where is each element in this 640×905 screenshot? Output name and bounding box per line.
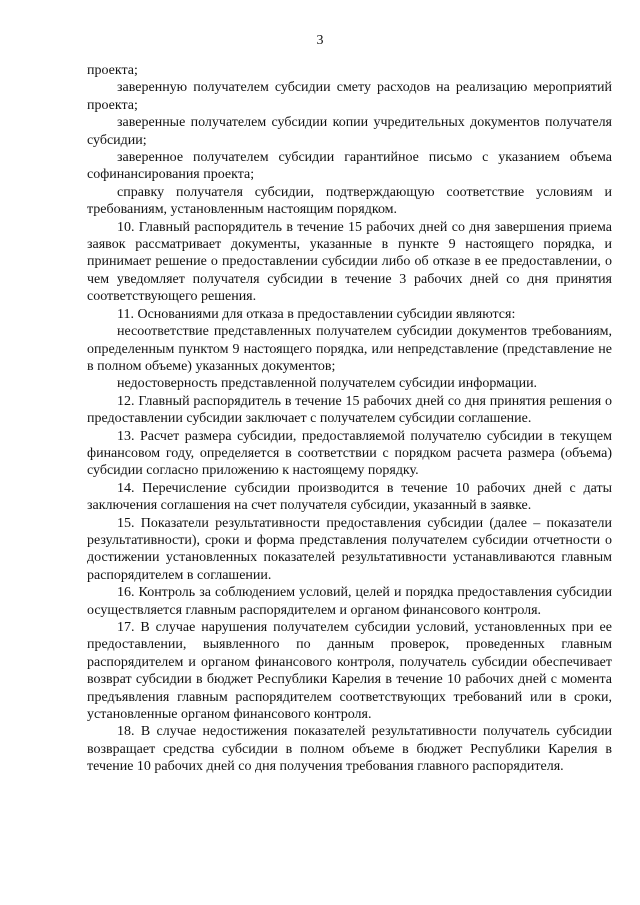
list-item-compliance-certificate: справку получателя субсидии, подтверждающую соответствие условиям и требованиям, установленным настоящим порядком. [87, 184, 612, 218]
list-item-founding-documents: заверенные получателем субсидии копии учредительных документов получателя субсидии; [87, 115, 612, 148]
list-item-budget-estimate: заверенную получателем субсидии смету расходов на реализацию мероприятий проекта; [87, 80, 612, 113]
clause-15: 15. Показатели результативности предоставления субсидии (далее – показатели результативности), сроки и форма представления получателем субсидии отчетности о достижении установленных показателей результативности устанавливаются главным распорядителем в соглашении. [87, 515, 612, 583]
clause-14: 14. Перечисление субсидии производится в течение 10 рабочих дней с даты заключения соглашения на счет получателя субсидии, указанный в заявке. [87, 480, 612, 514]
clause-11-item-inaccuracy: недостоверность представленной получателем субсидии информации. [117, 376, 538, 392]
page-number: 3 [316, 33, 324, 48]
clause-18: 18. В случае недостижения показателей результативности получатель субсидии возвращает средства субсидии в полном объеме в бюджет Республики Карелия в течение 10 рабочих дней со дня получения требования главного распорядителя. [87, 724, 612, 775]
list-item-guarantee-letter: заверенное получателем субсидии гарантийное письмо с указанием объема софинансирования проекта; [87, 150, 612, 183]
clause-13: 13. Расчет размера субсидии, предоставляемой получателю субсидии в текущем финансовом году, определяется в соответствии с порядком расчета размера (объема) субсидии согласно приложению к настоящему порядку. [87, 428, 612, 479]
document-body [87, 62, 612, 776]
clause-11-item-non-compliance: несоответствие представленных получателем субсидии документов требованиям, определенным пунктом 9 настоящего порядка, или непредставление (представление не в полном объеме) указанных документов; [87, 324, 612, 374]
paragraph-continuation: проекта; [87, 63, 138, 78]
clause-16: 16. Контроль за соблюдением условий, целей и порядка предоставления субсидии осуществляется главным распорядителем и органом финансового контроля. [87, 585, 612, 618]
clause-11: 11. Основаниями для отказа в предоставлении субсидии являются: [117, 306, 516, 322]
clause-12: 12. Главный распорядитель в течение 15 рабочих дней со дня принятия решения о предоставлении субсидии заключает с получателем субсидии соглашение. [87, 393, 612, 427]
clause-17: 17. В случае нарушения получателем субсидии условий, установленных при ее предоставлении, выявленного по данным проверок, проведенных главным распорядителем и органом финансового контроля, получатель субсидии обеспечивает возврат субсидии в бюджет Республики Карелия в течение 10 рабочих дней с момента предъявления главным распорядителем соответствующих требований или в сроки, установленные органом финансового контроля. [87, 620, 612, 723]
clause-10: 10. Главный распорядитель в течение 15 рабочих дней со дня завершения приема заявок рассматривает документы, указанные в пункте 9 настоящего порядка, и принимает решение о предоставлении субсидии либо об отказе в ее предоставлении, о чем уведомляет получателя субсидии в течение 3 рабочих дней со дня принятия соответствующего решения. [87, 219, 612, 305]
